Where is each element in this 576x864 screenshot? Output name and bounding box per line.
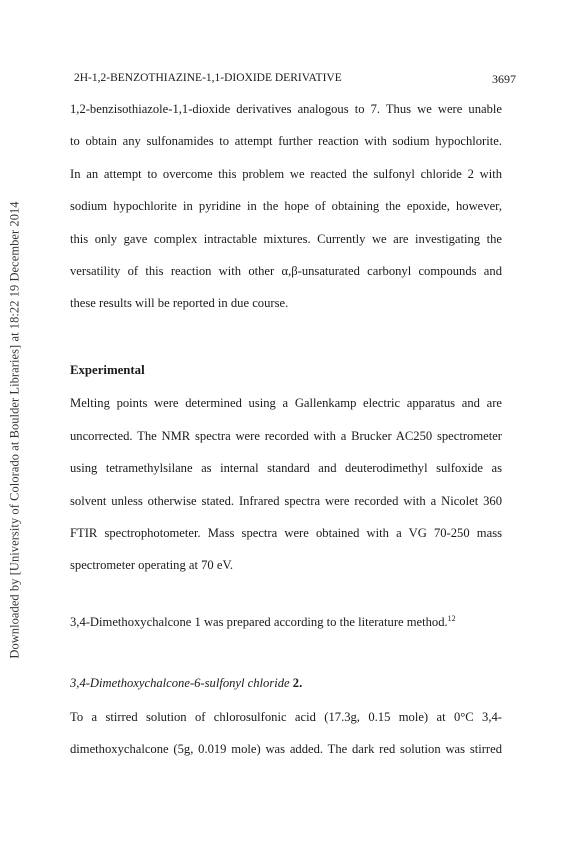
text-line: spectrometer operating at 70 eV. (70, 558, 234, 572)
text-line: Melting points were determined using a Gallenkamp electric apparatus and are (70, 396, 502, 410)
running-title: 2H-1,2-BENZOTHIAZINE-1,1-DIOXIDE DERIVATIVE (74, 72, 342, 84)
section-heading-experimental: Experimental (70, 363, 145, 377)
text-line: uncorrected. The NMR spectra were recorded with a Brucker AC250 spectrometer (70, 429, 502, 443)
page-number: 3697 (492, 72, 516, 86)
compound-2-title: 3,4-Dimethoxychalcone-6-sulfonyl chloride (70, 676, 290, 690)
text-line: sodium hypochlorite in pyridine in the hope of obtaining the epoxide, however, (70, 199, 502, 213)
text-line: this only gave complex intractable mixtures. Currently we are investigating the (70, 232, 502, 246)
text-line: solvent unless otherwise stated. Infrared spectra were recorded with a Nicolet 360 (70, 494, 502, 508)
compound-1-text: 3,4-Dimethoxychalcone 1 was prepared according to the literature method. (70, 615, 448, 629)
text-line: these results will be reported in due course. (70, 296, 289, 310)
text-line: FTIR spectrophotometer. Mass spectra were obtained with a VG 70-250 mass (70, 526, 502, 540)
download-watermark-text: Downloaded by [University of Colorado at Boulder Libraries] at 18:22 19 December 2014 (7, 201, 22, 659)
text-line: 1,2-benzisothiazole-1,1-dioxide derivatives analogous to 7. Thus we were unable (70, 102, 502, 116)
compound-2-number: 2. (292, 676, 303, 690)
text-line: versatility of this reaction with other α,β-unsaturated carbonyl compounds and (70, 264, 502, 278)
running-header (70, 72, 516, 88)
compound-1-preparation (70, 614, 502, 630)
download-watermark (4, 170, 26, 690)
text-line: To a stirred solution of chlorosulfonic acid (17.3g, 0.15 mole) at 0°C 3,4- (70, 710, 502, 724)
text-line: In an attempt to overcome this problem we reacted the sulfonyl chloride 2 with (70, 167, 502, 181)
text-line: dimethoxychalcone (5g, 0.019 mole) was added. The dark red solution was stirred (70, 742, 502, 756)
text-line: using tetramethylsilane as internal standard and deuterodimethyl sulfoxide as (70, 461, 502, 475)
reference-superscript: 12 (447, 613, 456, 623)
compound-2-heading (70, 676, 302, 691)
text-line: to obtain any sulfonamides to attempt further reaction with sodium hypochlorite. (70, 134, 502, 148)
